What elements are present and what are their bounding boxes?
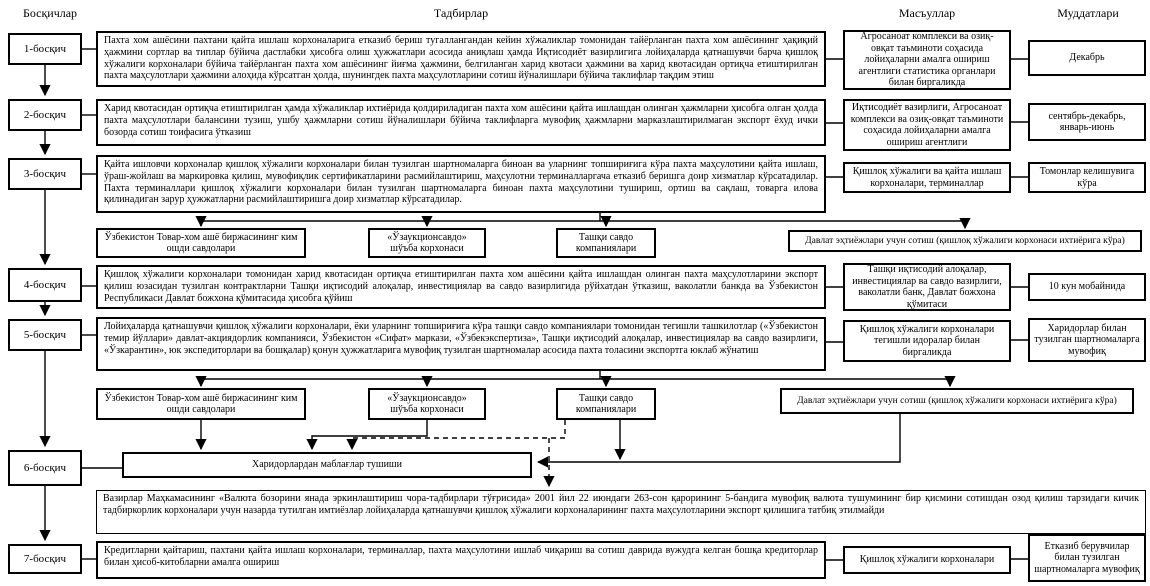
sale-channel-exchange-1: Ўзбекистон Товар-хом ашё биржасининг ким ошди савдолари	[96, 228, 306, 258]
responsible-box-2: Иқтисодиёт вазирлиги, Агросаноат комплекси ва озиқ-овқат таъминоти соҳасида лойиҳаларни амалга ошириш агентлиги	[843, 99, 1011, 151]
activity-box-3: Қайта ишловчи корхоналар қишлоқ хўжалиги корхоналари билан тузилган шартномаларга биноан ва уларнинг топшириғига кўра пахта маҳсулотини қайта ишлаш, ўраш-жойлаш ва маркировка қилиш, мувофиқлик сертификатларини расмийлаштириш, маҳсулотни терминалларгача етказиб беришга доир хизматлар кўрсатадилар. Пахта терминаллари қишлоқ хўжалиги корхоналари билан тузилган шартномаларга биноан пахта маҳсулотини тушириш, ортиш ва сақлаш, товарга илова қилинадиган зарур ҳужжатларни расмийлаштиришга доир хизматлар кўрсатадилар.	[96, 155, 826, 213]
stage-box-5: 5-босқич	[8, 319, 82, 351]
responsible-box-4: Ташқи иқтисодий алоқалар, инвестициялар ва савдо вазирлиги, ваколатли банк, Давлат божхона қўмитаси	[843, 263, 1011, 311]
funds-receipt-box: Харидорлардан маблағлар тушиши	[122, 452, 532, 478]
deadline-box-2: сентябрь-декабрь, январь-июнь	[1028, 103, 1146, 141]
responsible-box-7: Қишлоқ хўжалиги корхоналари	[843, 546, 1011, 574]
deadline-box-7: Етказиб берувчилар билан тузилган шартномаларга мувофиқ	[1028, 534, 1146, 582]
activity-box-1: Пахта хом ашёсини пахтани қайта ишлаш корхоналарига етказиб бериш тугаллангандан кейин хўжаликлар томонидан тайёрланган пахта хом ашёсининг ҳақиқий ҳажмини сортлар ва типлар бўйича дастлабки ҳисобга олиш ҳужжатлари асосида аниқлаш ҳамда Иқтисодиёт вазирлигига лойиҳаларда қатнашувчи барча қишлоқ хўжалиги корхоналари бўйича тайёрланган пахта хом ашёсининг йиғма ҳажмини, белгиланган харид квотаси ҳажмини ва харид квотасидан ортиқча етиштирилган пахта маҳсулотлари ҳажмини алоҳида кўрсатган ҳолда, шунингдек пахта маҳсулотларини сотиш йўналишлари бўйича таклифлар тақдим этиш	[96, 31, 826, 87]
deadline-box-3: Томонлар келишувига кўра	[1028, 162, 1146, 193]
sale-channel-uzauction-1: «Ўзаукционсавдо» шўъба корхонаси	[368, 228, 486, 258]
column-header-activities: Тадбирлар	[433, 6, 489, 20]
activity-box-5: Лойиҳаларда қатнашувчи қишлоқ хўжалиги корхоналари, ёки уларнинг топшириғига кўра ташқи савдо компаниялари томонидан тегишли ташкилотлар («Ўзбекистон темир йўллари» давлат-акциядорлик компанияси, Ўзбекистон «Сифат» маркази, «Ўзбекэкспертиза», Ташқи иқтисодий алоқалар, инвестициялар ва савдо вазирлиги, «Ўзкарантин», юк экспедиторлари ва бошқалар) қонун ҳужжатларига мувофиқ тузилган шартномалар асосида пахта толасини экспортга юклаб жўнатиш	[96, 317, 826, 371]
stage-box-6: 6-босқич	[8, 450, 82, 486]
stage-box-2: 2-босқич	[8, 99, 82, 131]
stage-box-4: 4-босқич	[8, 268, 82, 302]
activity-box-2: Харид квотасидан ортиқча етиштирилган ҳамда хўжаликлар ихтиёрида қолдириладиган пахта хом ашёсини қайта ишлашдан олинган ҳажмларни ҳисобга олган ҳолда пахта маҳсулотлари балансини тузиш, ушбу ҳажмларни сотиш йўналишлари бўйича таклифларга мувофиқ ҳажмларни марказлаштирилмаган экспорт ёхуд ички бозорда сотиш тоифасига ўтказиш	[96, 99, 826, 146]
stage-box-1: 1-босқич	[8, 33, 82, 65]
responsible-box-1: Агросаноат комплекси ва озиқ-овқат таъминоти соҳасида лойиҳаларни амалга ошириш агентлиги статистика органлари билан биргаликда	[843, 30, 1011, 90]
sale-channel-state-needs-1: Давлат эҳтиёжлари учун сотиш (қишлоқ хўжалиги корхонаси ихтиёрига кўра)	[788, 230, 1142, 252]
stage-box-7: 7-босқич	[8, 544, 82, 574]
column-header-deadlines: Муддатлари	[1057, 6, 1119, 20]
activity-box-4: Қишлоқ хўжалиги корхоналари томонидан харид квотасидан ортиқча етиштирилган пахта хом ашёсини қайта ишлашдан олинган пахта маҳсулотларини экспорт қилиш юзасидан тузилган контрактларни Ташқи иқтисодий алоқалар, инвестициялар ва савдо вазирлигида рўйхатдан ўтказиш, ваколатли банкда ва Ўзбекистон Республикаси Давлат божхона қўмитасида ҳисобга қўйиш	[96, 265, 826, 309]
column-header-stages: Босқичлар	[22, 6, 78, 20]
sale-channel-exchange-2: Ўзбекистон Товар-хом ашё биржасининг ким ошди савдолари	[96, 388, 306, 420]
note-box: Вазирлар Маҳкамасининг «Валюта бозорини янада эркинлаштириш чора-тадбирлари тўғрисида» 2001 йил 22 июндаги 263-сон қарорининг 5-бандига мувофиқ валюта тушумининг бир қисмини сотишдан озод қилиш тарзидаги кичик тадбиркорлик корхоналари учун назарда тутилган имтиёзлар лойиҳаларда қатнашувчи қишлоқ хўжалиги корхоналарининг пахта маҳсулотларини экспорт қилишига татбиқ этилмайди	[96, 490, 1146, 534]
stage-box-3: 3-босқич	[8, 158, 82, 190]
deadline-box-1: Декабрь	[1028, 40, 1146, 76]
responsible-box-3: Қишлоқ хўжалиги ва қайта ишлаш корхоналари, терминаллар	[843, 162, 1011, 193]
activity-box-7: Кредитларни қайтариш, пахтани қайта ишлаш корхоналари, терминаллар, пахта маҳсулотини ишлаб чиқариш ва сотиш даврида вужудга келган бошқа кредиторлар билан ҳисоб-китобларни амалга ошириш	[96, 541, 826, 579]
sale-channel-foreign-trade-2: Ташқи савдо компаниялари	[556, 388, 656, 420]
deadline-box-4: 10 кун мобайнида	[1028, 273, 1146, 301]
responsible-box-5: Қишлоқ хўжалиги корхоналари тегишли идоралар билан биргаликда	[843, 320, 1011, 362]
deadline-box-5: Харидорлар билан тузилган шартномаларга мувофиқ	[1028, 318, 1146, 362]
column-header-responsibles: Масъуллар	[898, 6, 956, 20]
sale-channel-foreign-trade-1: Ташқи савдо компаниялари	[556, 228, 656, 258]
sale-channel-state-needs-2: Давлат эҳтиёжлари учун сотиш (қишлоқ хўжалиги корхонаси ихтиёрига кўра)	[780, 388, 1134, 414]
sale-channel-uzauction-2: «Ўзаукционсавдо» шўъба корхонаси	[368, 388, 486, 420]
